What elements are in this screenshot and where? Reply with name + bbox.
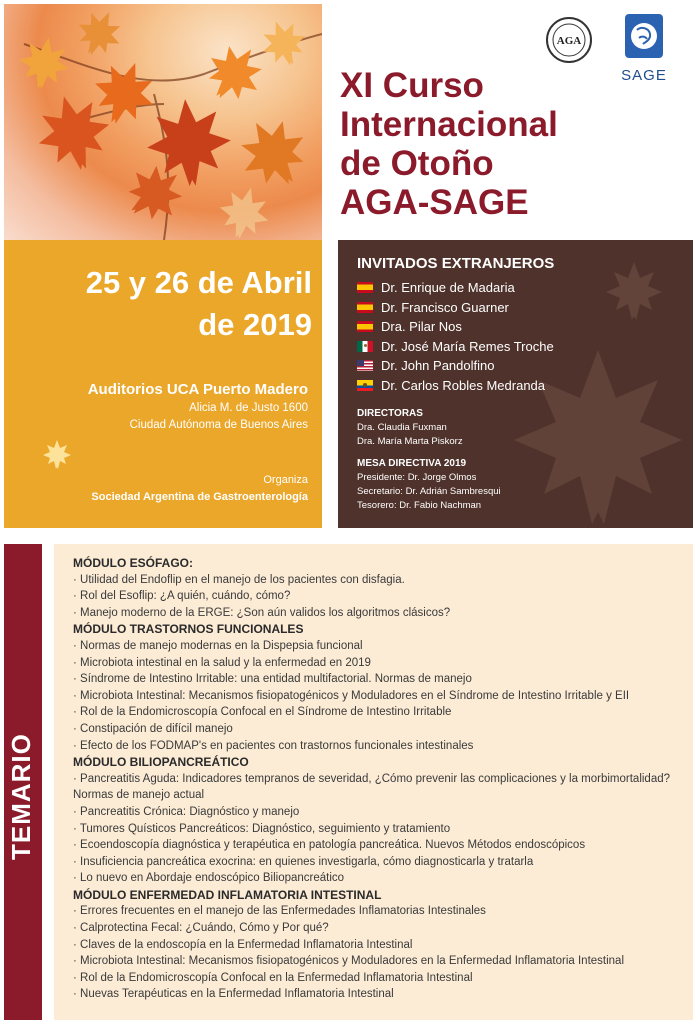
venue-name: Auditorios UCA Puerto Madero xyxy=(87,381,308,398)
aga-logo xyxy=(545,16,593,64)
topic-item: · Errores frecuentes en el manejo de las Enfermedades Inflamatorias Intestinales xyxy=(73,905,486,918)
topic-item: · Rol de la Endomicroscopía Confocal en el Síndrome de Intestino Irritable xyxy=(73,706,452,719)
module-title: MÓDULO TRASTORNOS FUNCIONALES xyxy=(73,622,304,637)
title-line: AGA-SAGE xyxy=(340,183,529,222)
guest-name: Dr. Enrique de Madaria xyxy=(381,280,515,296)
maple-leaves-illustration xyxy=(4,4,322,240)
guest-name: Dr. Carlos Robles Medranda xyxy=(381,377,546,393)
module-title: MÓDULO ESÓFAGO: xyxy=(73,556,193,570)
venue-city: Ciudad Autónoma de Buenos Aires xyxy=(129,419,308,431)
venue-block xyxy=(88,380,308,434)
spain-flag-icon xyxy=(357,321,373,332)
venue-address: Alicia M. de Justo 1600 xyxy=(189,402,308,414)
title-panel xyxy=(322,4,693,240)
spain-flag-icon xyxy=(357,282,373,293)
topic-item: · Pancreatitis Crónica: Diagnóstico y manejo xyxy=(73,805,300,818)
topic-item: · Manejo moderno de la ERGE: ¿Son aún validos los algoritmos clásicos? xyxy=(73,606,451,619)
guest-name: Dr. John Pandolfino xyxy=(381,358,495,374)
topic-item: · Normas de manejo modernas en la Dispepsia funcional xyxy=(73,639,363,652)
sage-logo-icon xyxy=(617,12,671,64)
guest-item xyxy=(357,376,554,396)
guest-item xyxy=(357,278,554,298)
sage-logo-text: SAGE xyxy=(621,67,667,84)
sage-logo xyxy=(617,12,671,84)
organizer-name: Sociedad Argentina de Gastroenterología xyxy=(91,491,308,503)
mesa-member: Presidente: Dr. Jorge Olmos xyxy=(357,472,477,483)
mesa-directiva-title: MESA DIRECTIVA 2019 xyxy=(357,458,467,469)
guests-list xyxy=(357,278,554,395)
svg-text:AGA: AGA xyxy=(556,35,582,47)
guests-panel xyxy=(338,240,693,528)
topic-item: · Nuevas Terapéuticas en la Enfermedad Inflamatoria Intestinal xyxy=(73,988,394,1001)
guest-item xyxy=(357,337,554,357)
maple-leaf-small-icon xyxy=(604,262,664,322)
title-line: de Otoño xyxy=(340,144,494,183)
topic-item: · Microbiota Intestinal: Mecanismos fisiopatogénicos y Moduladores en la Enfermedad Inflamatoria Intestinal xyxy=(73,955,625,968)
mesa-member: Secretario: Dr. Adrián Sambresqui xyxy=(357,486,501,497)
temario-label: TEMARIO xyxy=(6,733,36,860)
spain-flag-icon xyxy=(357,302,373,313)
temario-content xyxy=(73,555,673,1003)
topic-item: · Ecoendoscopía diagnóstica y terapéutica en patología pancreática. Nuevos Métodos endoscópicos xyxy=(73,839,586,852)
guest-item xyxy=(357,317,554,337)
module-title: MÓDULO BILIOPANCREÁTICO xyxy=(73,755,249,770)
guests-title: INVITADOS EXTRANJEROS xyxy=(357,255,555,272)
course-title xyxy=(340,66,558,222)
guest-item xyxy=(357,298,554,318)
topic-item: · Claves de la endoscopía en la Enfermedad Inflamatoria Intestinal xyxy=(73,938,413,951)
organiza-label: Organiza xyxy=(263,474,308,486)
directora-name: Dra. María Marta Piskorz xyxy=(357,436,463,447)
ecuador-flag-icon xyxy=(357,380,373,391)
maple-leaf-icon xyxy=(40,438,74,472)
topic-item: · Constipación de difícil manejo xyxy=(73,722,233,735)
organizer-block xyxy=(91,472,308,506)
guest-item xyxy=(357,356,554,376)
guest-name: Dr. Francisco Guarner xyxy=(381,299,509,315)
topic-item: · Lo nuevo en Abordaje endoscópico Biliopancreático xyxy=(73,872,345,885)
title-line: XI Curso xyxy=(340,66,484,105)
mesa-directiva-block xyxy=(357,457,501,513)
topic-item: · Insuficiencia pancreática exocrina: en quienes investigarla, cómo diagnosticarla y tratarla xyxy=(73,855,534,868)
autumn-leaves-photo xyxy=(4,4,322,240)
topic-item: · Microbiota Intestinal: Mecanismos fisiopatogénicos y Moduladores en el Síndrome de Intestino Irritable y EII xyxy=(73,689,630,702)
mexico-flag-icon xyxy=(357,341,373,352)
guest-name: Dra. Pilar Nos xyxy=(381,319,462,335)
title-line: Internacional xyxy=(340,105,558,144)
topic-item: · Pancreatitis Aguda: Indicadores tempranos de severidad, ¿Cómo prevenir las complicaciones y la morbimortalidad? Normas de manejo actual xyxy=(73,772,671,802)
topic-item: · Tumores Quísticos Pancreáticos: Diagnóstico, seguimiento y tratamiento xyxy=(73,822,451,835)
mesa-member: Tesorero: Dr. Fabio Nachman xyxy=(357,500,482,511)
directora-name: Dra. Claudia Fuxman xyxy=(357,422,447,433)
topic-item: · Calprotectina Fecal: ¿Cuándo, Cómo y Por qué? xyxy=(73,922,329,935)
topic-item: · Síndrome de Intestino Irritable: una entidad multifactorial. Normas de manejo xyxy=(73,673,472,686)
date-line: 25 y 26 de Abril xyxy=(85,265,312,300)
directoras-title: DIRECTORAS xyxy=(357,408,423,419)
topic-item: · Microbiota intestinal en la salud y la enfermedad en 2019 xyxy=(73,656,371,669)
guest-name: Dr. José María Remes Troche xyxy=(381,338,554,354)
topic-item: · Rol del Esoflip: ¿A quién, cuándo, cómo? xyxy=(73,590,291,603)
directoras-block xyxy=(357,407,463,449)
date-panel xyxy=(4,240,322,528)
topic-item: · Rol de la Endomicroscopía Confocal en la Enfermedad Inflamatoria Intestinal xyxy=(73,971,473,984)
date-line: de 2019 xyxy=(198,307,312,342)
temario-panel xyxy=(54,544,693,1020)
topic-item: · Utilidad del Endoflip en el manejo de los pacientes con disfagia. xyxy=(73,573,405,586)
topic-item: · Efecto de los FODMAP's en pacientes con trastornos funcionales intestinales xyxy=(73,739,474,752)
module-title: MÓDULO ENFERMEDAD INFLAMATORIA INTESTINAL xyxy=(73,887,382,902)
usa-flag-icon xyxy=(357,360,373,371)
event-date xyxy=(4,262,312,346)
